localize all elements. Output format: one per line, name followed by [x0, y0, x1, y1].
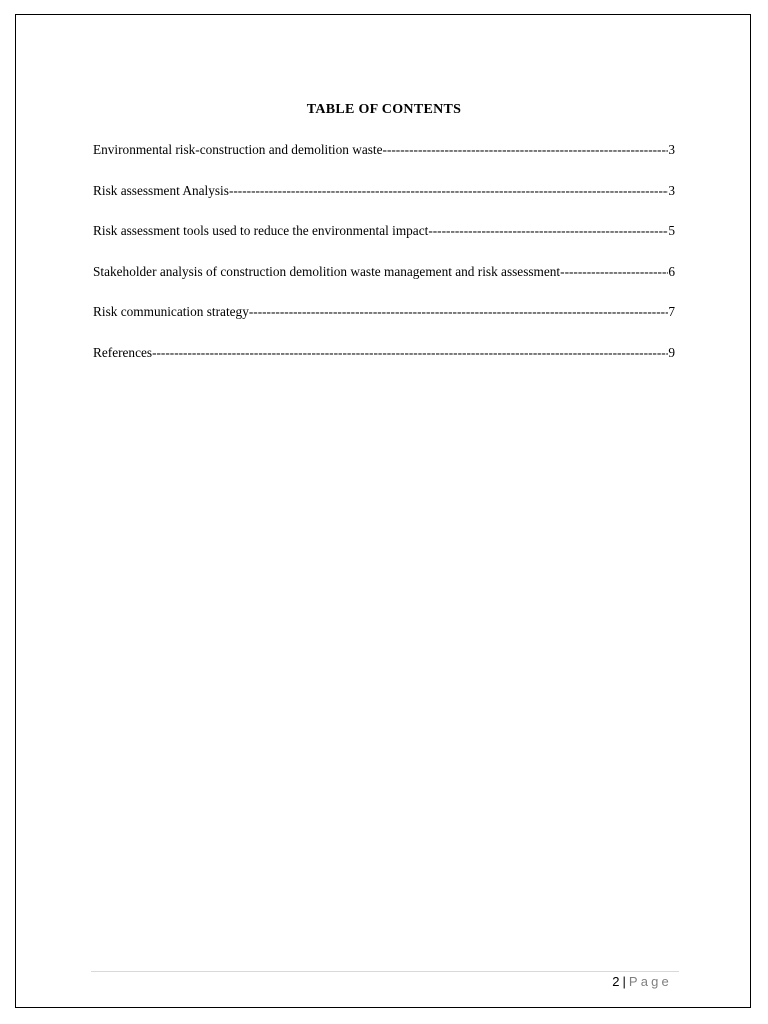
toc-entry-page-number: 6: [668, 263, 675, 279]
footer-divider: [91, 971, 679, 972]
toc-dot-leader: [383, 142, 669, 158]
toc-dot-leader: [560, 264, 668, 280]
toc-entry-label: Environmental risk-construction and demolition waste: [93, 142, 383, 157]
document-page: [15, 14, 751, 1008]
toc-entry-risk-assessment-tools[interactable]: [93, 223, 675, 264]
toc-entry-label: Stakeholder analysis of construction demolition waste management and risk assessment: [93, 263, 561, 279]
toc-entry-label: Risk assessment tools used to reduce the environmental impact: [93, 223, 429, 239]
toc-dot-leader: [152, 345, 668, 361]
toc-entry-page-number: 9: [668, 344, 675, 360]
toc-list: [93, 142, 675, 386]
toc-entry-label: Risk communication strategy: [93, 304, 249, 320]
toc-entry-page-number: 3: [668, 142, 675, 157]
toc-entry-page-number: 7: [668, 304, 675, 320]
toc-entry-page-number: 5: [668, 223, 675, 239]
footer-page-word: Page: [628, 974, 672, 989]
toc-entry-references[interactable]: [93, 345, 675, 386]
toc-entry-risk-communication[interactable]: [93, 304, 675, 345]
footer-page-indicator: [612, 974, 672, 989]
footer-page-number: 2: [612, 974, 620, 989]
toc-entry-label: Risk assessment Analysis: [93, 182, 229, 198]
toc-heading: TABLE OF CONTENTS: [306, 102, 462, 117]
toc-dot-leader: [249, 304, 669, 320]
toc-entry-environmental-risk[interactable]: [93, 142, 675, 183]
toc-entry-page-number: 3: [668, 182, 675, 198]
footer-separator: |: [622, 974, 626, 989]
toc-dot-leader: [428, 223, 668, 239]
toc-entry-stakeholder-analysis[interactable]: [93, 264, 675, 305]
toc-entry-risk-assessment-analysis[interactable]: [93, 183, 675, 224]
toc-entry-label: References: [93, 344, 153, 360]
toc-dot-leader: [229, 183, 668, 199]
